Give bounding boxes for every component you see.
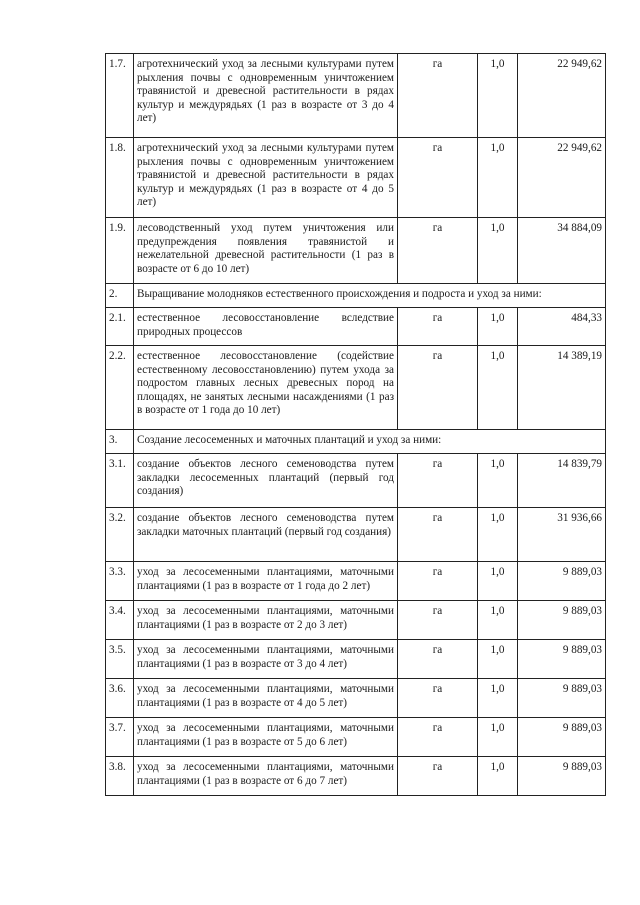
row-unit: га: [398, 218, 478, 284]
row-value: 22 949,62: [518, 138, 606, 218]
table-row: [106, 138, 606, 218]
row-number: 1.8.: [106, 138, 134, 218]
row-description: естественное лесовосстановление (содействие естественному лесовосстановлению) путем ухода за подростом главных лесных древесных пород на площадях, не занятых лесными насаждениями (1 раз в возрасте от 1 года до 10 лет): [134, 346, 398, 430]
row-unit: га: [398, 640, 478, 679]
table-row: [106, 54, 606, 138]
row-value: 9 889,03: [518, 757, 606, 796]
row-number: 2.2.: [106, 346, 134, 430]
row-value: 34 884,09: [518, 218, 606, 284]
row-quantity: 1,0: [478, 601, 518, 640]
row-quantity: 1,0: [478, 640, 518, 679]
table-row: [106, 508, 606, 562]
row-quantity: 1,0: [478, 138, 518, 218]
table-row: [106, 454, 606, 508]
row-description: уход за лесосеменными плантациями, маточными плантациями (1 раз в возрасте от 3 до 4 лет): [134, 640, 398, 679]
table-row: [106, 562, 606, 601]
row-number: 3.4.: [106, 601, 134, 640]
section-number: 2.: [106, 284, 134, 308]
row-number: 3.5.: [106, 640, 134, 679]
row-description: агротехнический уход за лесными культурами путем рыхления почвы с одновременным уничтожением травянистой и древесной растительности в рядах культур и междурядьях (1 раз в возрасте от 4 до 5 лет): [134, 138, 398, 218]
row-quantity: 1,0: [478, 308, 518, 346]
row-value: 9 889,03: [518, 562, 606, 601]
table-row: [106, 718, 606, 757]
row-value: 31 936,66: [518, 508, 606, 562]
row-value: 22 949,62: [518, 54, 606, 138]
row-description: уход за лесосеменными плантациями, маточными плантациями (1 раз в возрасте от 4 до 5 лет): [134, 679, 398, 718]
table-row: [106, 346, 606, 430]
row-unit: га: [398, 508, 478, 562]
row-description: создание объектов лесного семеноводства путем закладки лесосеменных плантаций (первый год создания): [134, 454, 398, 508]
section-row: [106, 430, 606, 454]
row-description: уход за лесосеменными плантациями, маточными плантациями (1 раз в возрасте от 2 до 3 лет): [134, 601, 398, 640]
row-number: 3.8.: [106, 757, 134, 796]
row-quantity: 1,0: [478, 679, 518, 718]
row-unit: га: [398, 346, 478, 430]
row-value: 484,33: [518, 308, 606, 346]
row-number: 3.7.: [106, 718, 134, 757]
row-quantity: 1,0: [478, 218, 518, 284]
row-unit: га: [398, 308, 478, 346]
row-unit: га: [398, 601, 478, 640]
row-quantity: 1,0: [478, 54, 518, 138]
row-description: естественное лесовосстановление вследствие природных процессов: [134, 308, 398, 346]
row-number: 3.2.: [106, 508, 134, 562]
row-unit: га: [398, 757, 478, 796]
table-row: [106, 308, 606, 346]
table-row: [106, 679, 606, 718]
row-unit: га: [398, 718, 478, 757]
row-description: уход за лесосеменными плантациями, маточными плантациями (1 раз в возрасте от 5 до 6 лет): [134, 718, 398, 757]
row-quantity: 1,0: [478, 562, 518, 601]
row-value: 9 889,03: [518, 718, 606, 757]
section-title: Создание лесосеменных и маточных плантаций и уход за ними:: [134, 430, 606, 454]
row-quantity: 1,0: [478, 454, 518, 508]
row-quantity: 1,0: [478, 508, 518, 562]
row-number: 2.1.: [106, 308, 134, 346]
section-number: 3.: [106, 430, 134, 454]
row-value: 14 839,79: [518, 454, 606, 508]
row-value: 9 889,03: [518, 601, 606, 640]
row-value: 9 889,03: [518, 679, 606, 718]
rates-table: [105, 53, 606, 796]
row-number: 3.6.: [106, 679, 134, 718]
row-number: 3.1.: [106, 454, 134, 508]
row-number: 1.7.: [106, 54, 134, 138]
row-description: лесоводственный уход путем уничтожения или предупреждения появления травянистой и нежелательной древесной растительности (1 раз в возрасте от 6 до 10 лет): [134, 218, 398, 284]
row-number: 1.9.: [106, 218, 134, 284]
table-row: [106, 601, 606, 640]
row-unit: га: [398, 454, 478, 508]
row-quantity: 1,0: [478, 757, 518, 796]
row-unit: га: [398, 679, 478, 718]
row-unit: га: [398, 54, 478, 138]
section-row: [106, 284, 606, 308]
row-quantity: 1,0: [478, 346, 518, 430]
row-number: 3.3.: [106, 562, 134, 601]
table-row: [106, 218, 606, 284]
table-row: [106, 640, 606, 679]
row-description: уход за лесосеменными плантациями, маточными плантациями (1 раз в возрасте от 1 года до 2 лет): [134, 562, 398, 601]
row-description: создание объектов лесного семеноводства путем закладки маточных плантаций (первый год создания): [134, 508, 398, 562]
row-unit: га: [398, 562, 478, 601]
row-unit: га: [398, 138, 478, 218]
row-description: агротехнический уход за лесными культурами путем рыхления почвы с одновременным уничтожением травянистой и древесной растительности в рядах культур и междурядьях (1 раз в возрасте от 3 до 4 лет): [134, 54, 398, 138]
row-value: 14 389,19: [518, 346, 606, 430]
row-description: уход за лесосеменными плантациями, маточными плантациями (1 раз в возрасте от 6 до 7 лет): [134, 757, 398, 796]
row-value: 9 889,03: [518, 640, 606, 679]
row-quantity: 1,0: [478, 718, 518, 757]
section-title: Выращивание молодняков естественного происхождения и подроста и уход за ними:: [134, 284, 606, 308]
table-row: [106, 757, 606, 796]
